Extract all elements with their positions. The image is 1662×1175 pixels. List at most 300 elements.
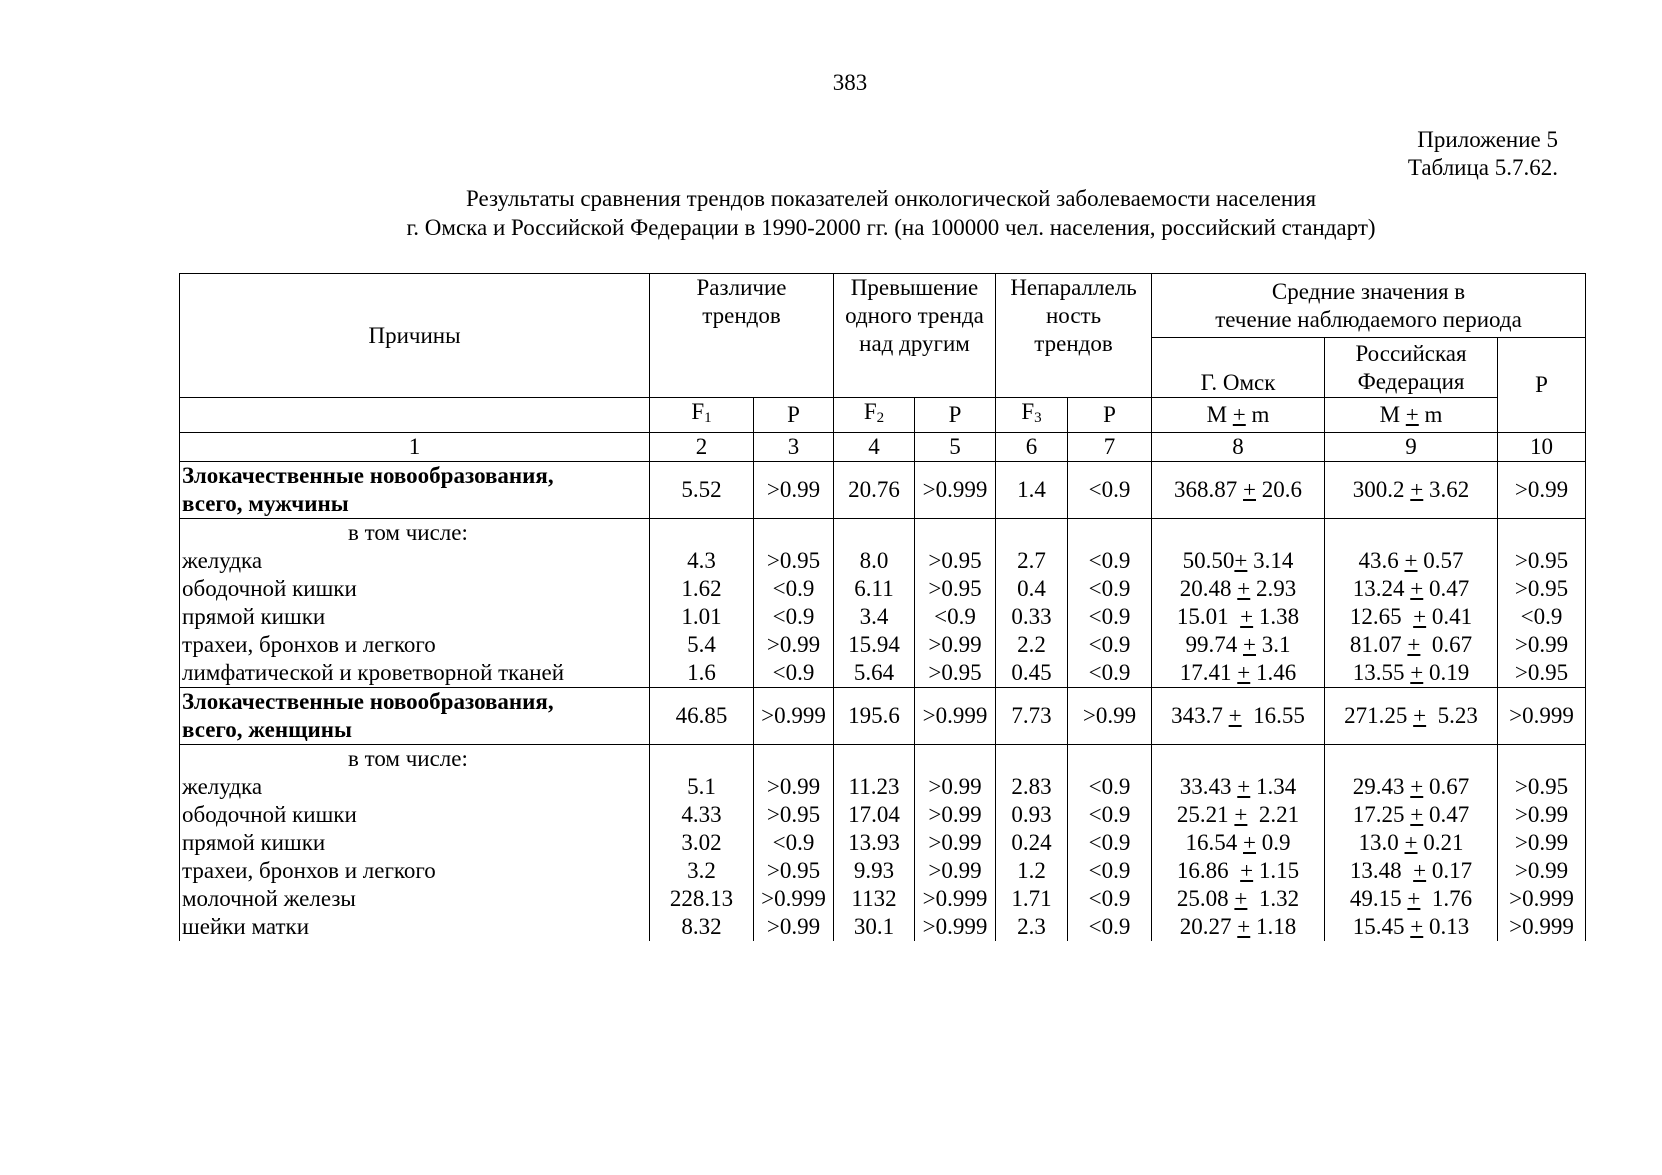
cause-label: ободочной кишки xyxy=(180,575,650,603)
header-f3-sub: 3 xyxy=(1034,410,1042,426)
p2-value: <0.9 xyxy=(915,603,996,631)
rf-error: 0.57 xyxy=(1417,548,1464,573)
p3-value: <0.9 xyxy=(1068,659,1152,688)
col-number-9: 9 xyxy=(1325,433,1498,462)
header-means xyxy=(1152,274,1586,338)
plus-minus: + xyxy=(1234,548,1248,573)
p1-value: >0.99 xyxy=(754,631,834,659)
f3-value: 2.7 xyxy=(996,547,1068,575)
p2-value: >0.99 xyxy=(915,631,996,659)
empty-cell xyxy=(834,519,915,548)
p3-value: <0.9 xyxy=(1068,773,1152,801)
table-row xyxy=(180,547,1586,575)
f1-value: 4.3 xyxy=(650,547,754,575)
empty-cell xyxy=(1068,519,1152,548)
header-p2: Р xyxy=(915,398,996,433)
empty-cell xyxy=(915,519,996,548)
header-excess xyxy=(834,274,996,398)
p-compare-value: >0.99 xyxy=(1498,829,1586,857)
f2-value: 1132 xyxy=(834,885,915,913)
f3-value: 0.33 xyxy=(996,603,1068,631)
f3-value: 0.24 xyxy=(996,829,1068,857)
rf-mean-cell xyxy=(1325,801,1498,829)
f2-value: 8.0 xyxy=(834,547,915,575)
header-f2-sub: 2 xyxy=(876,410,885,426)
plus-minus: + xyxy=(1243,477,1256,502)
f3-value: 7.73 xyxy=(996,688,1068,745)
table-row xyxy=(180,631,1586,659)
p-compare-value: >0.95 xyxy=(1498,547,1586,575)
p3-value: <0.9 xyxy=(1068,801,1152,829)
omsk-error: 16.55 xyxy=(1241,703,1305,728)
rf-mean: 49.15 xyxy=(1349,886,1408,911)
rf-mean-cell xyxy=(1325,829,1498,857)
plus-minus: + xyxy=(1243,632,1256,657)
p1-value: >0.99 xyxy=(754,913,834,941)
omsk-mean-cell xyxy=(1152,913,1325,941)
empty-cell xyxy=(1068,745,1152,774)
rf-error: 3.62 xyxy=(1423,477,1470,502)
rf-mean: 300.2 xyxy=(1352,477,1411,502)
header-rf-line-2: Федерация xyxy=(1357,368,1465,394)
cause-label: желудка xyxy=(180,547,650,575)
header-russian-federation xyxy=(1325,338,1498,398)
col-number-10: 10 xyxy=(1498,433,1586,462)
rf-mean-cell xyxy=(1325,885,1498,913)
header-means-line-2: течение наблюдаемого периода xyxy=(1215,306,1522,332)
plus-minus: + xyxy=(1413,703,1427,728)
header-p1: Р xyxy=(754,398,834,433)
omsk-mean: 15.01 xyxy=(1176,604,1241,629)
rf-error: 0.21 xyxy=(1417,830,1464,855)
empty-cell xyxy=(834,745,915,774)
table-row xyxy=(180,575,1586,603)
header-trend-difference xyxy=(650,274,834,398)
plus-minus: + xyxy=(1243,830,1256,855)
rf-mean-cell xyxy=(1325,462,1498,519)
rf-error: 0.19 xyxy=(1423,660,1470,685)
p1-value: >0.95 xyxy=(754,857,834,885)
f1-value: 5.1 xyxy=(650,773,754,801)
p3-value: <0.9 xyxy=(1068,913,1152,941)
cause-label: шейки матки xyxy=(180,913,650,941)
f2-value: 20.76 xyxy=(834,462,915,519)
table-title xyxy=(180,184,1602,242)
col-number-5: 5 xyxy=(915,433,996,462)
total-label-line-1: Злокачественные новообразования, xyxy=(182,689,554,714)
plus-minus: + xyxy=(1404,830,1418,855)
f1-value: 228.13 xyxy=(650,885,754,913)
plus-minus: + xyxy=(1410,802,1424,827)
header-causes-empty xyxy=(180,398,650,433)
p1-value: <0.9 xyxy=(754,603,834,631)
empty-cell xyxy=(1498,519,1586,548)
header-trend-difference-line-1: Различие xyxy=(696,275,787,300)
header-excess-line-2: одного тренда xyxy=(845,303,984,328)
p3-value: <0.9 xyxy=(1068,462,1152,519)
header-rf-mm xyxy=(1325,398,1498,433)
p3-value: >0.99 xyxy=(1068,688,1152,745)
f1-value: 1.6 xyxy=(650,659,754,688)
header-excess-line-1: Превышение xyxy=(850,275,979,300)
p-compare-value: >0.95 xyxy=(1498,659,1586,688)
table-row xyxy=(180,773,1586,801)
f3-value: 1.2 xyxy=(996,857,1068,885)
omsk-mean: 99.74 xyxy=(1185,632,1244,657)
omsk-mean-cell xyxy=(1152,829,1325,857)
omsk-mean-cell xyxy=(1152,857,1325,885)
omsk-mean-cell xyxy=(1152,688,1325,745)
rf-mean-cell xyxy=(1325,547,1498,575)
col-number-2: 2 xyxy=(650,433,754,462)
f3-value: 0.45 xyxy=(996,659,1068,688)
omsk-mean: 343.7 xyxy=(1171,703,1229,728)
p2-value: >0.95 xyxy=(915,547,996,575)
omsk-mean: 25.08 xyxy=(1176,886,1235,911)
rf-mean: 12.65 xyxy=(1349,604,1414,629)
plus-minus: + xyxy=(1404,548,1418,573)
p-compare-value: >0.999 xyxy=(1498,885,1586,913)
header-nonparallelism-line-1: Непараллель xyxy=(1010,275,1137,300)
omsk-error: 1.34 xyxy=(1250,774,1297,799)
p2-value: >0.99 xyxy=(915,801,996,829)
rf-error: 0.17 xyxy=(1426,858,1473,883)
including-row xyxy=(180,519,1586,548)
empty-cell xyxy=(915,745,996,774)
omsk-mean: 16.54 xyxy=(1185,830,1244,855)
plus-minus: + xyxy=(1410,774,1424,799)
header-rf-line-1: Российская xyxy=(1355,340,1467,366)
header-means-line-1: Средние значения в xyxy=(1271,278,1466,304)
plus-minus: + xyxy=(1234,886,1248,911)
omsk-mean: 17.41 xyxy=(1179,660,1238,685)
total-row xyxy=(180,688,1586,745)
empty-cell xyxy=(996,745,1068,774)
plus-minus: + xyxy=(1237,576,1251,601)
cause-label: прямой кишки xyxy=(180,829,650,857)
rf-mean-cell xyxy=(1325,603,1498,631)
p-compare-value: >0.999 xyxy=(1498,688,1586,745)
rf-mean: 81.07 xyxy=(1349,632,1408,657)
total-row xyxy=(180,462,1586,519)
total-label-line-2: всего, женщины xyxy=(182,717,352,742)
f2-value: 30.1 xyxy=(834,913,915,941)
omsk-error: 1.38 xyxy=(1253,604,1300,629)
rf-error: 0.41 xyxy=(1426,604,1473,629)
col-number-7: 7 xyxy=(1068,433,1152,462)
header-excess-line-3: над другим xyxy=(859,331,970,356)
plus-minus: + xyxy=(1407,886,1421,911)
p3-value: <0.9 xyxy=(1068,603,1152,631)
including-label: в том числе: xyxy=(180,519,650,548)
f1-value: 5.52 xyxy=(650,462,754,519)
empty-cell xyxy=(650,745,754,774)
p-compare-value: >0.99 xyxy=(1498,857,1586,885)
header-omsk: Г. Омск xyxy=(1152,338,1325,398)
omsk-error: 2.21 xyxy=(1247,802,1300,827)
plus-minus: + xyxy=(1410,576,1424,601)
plus-minus: + xyxy=(1237,914,1251,939)
header-f1-sub: 1 xyxy=(704,410,712,426)
plus-minus: + xyxy=(1407,632,1421,657)
rf-mean: 17.25 xyxy=(1352,802,1411,827)
plus-minus: + xyxy=(1237,774,1251,799)
rf-error: 0.67 xyxy=(1423,774,1470,799)
rf-error: 5.23 xyxy=(1426,703,1478,728)
f2-value: 13.93 xyxy=(834,829,915,857)
header-omsk-mm xyxy=(1152,398,1325,433)
p2-value: >0.999 xyxy=(915,913,996,941)
p-compare-value: >0.99 xyxy=(1498,631,1586,659)
mm-m2: m xyxy=(1418,402,1443,427)
rf-error: 0.47 xyxy=(1423,802,1470,827)
p2-value: >0.999 xyxy=(915,462,996,519)
p-compare-value: >0.99 xyxy=(1498,462,1586,519)
cause-label: лимфатической и кроветворной тканей xyxy=(180,659,650,688)
f1-value: 5.4 xyxy=(650,631,754,659)
plus-minus: + xyxy=(1410,477,1424,502)
omsk-error: 2.93 xyxy=(1250,576,1297,601)
plus-minus: + xyxy=(1413,858,1427,883)
omsk-error: 1.18 xyxy=(1250,914,1297,939)
p1-value: >0.99 xyxy=(754,462,834,519)
rf-error: 0.67 xyxy=(1420,632,1473,657)
header-f2 xyxy=(834,398,915,433)
f1-value: 4.33 xyxy=(650,801,754,829)
omsk-mean-cell xyxy=(1152,885,1325,913)
table-number: Таблица 5.7.62. xyxy=(1407,155,1558,180)
rf-mean: 13.48 xyxy=(1349,858,1414,883)
omsk-error: 20.6 xyxy=(1256,477,1302,502)
f1-value: 8.32 xyxy=(650,913,754,941)
omsk-error: 3.1 xyxy=(1256,632,1291,657)
header-nonparallelism xyxy=(996,274,1152,398)
f2-value: 15.94 xyxy=(834,631,915,659)
p2-value: >0.99 xyxy=(915,773,996,801)
omsk-mean-cell xyxy=(1152,547,1325,575)
omsk-mean-cell xyxy=(1152,773,1325,801)
rf-mean-cell xyxy=(1325,688,1498,745)
total-label xyxy=(180,462,650,519)
table-row xyxy=(180,885,1586,913)
f3-value: 2.3 xyxy=(996,913,1068,941)
header-f3-letter: F xyxy=(1021,399,1035,424)
f3-value: 2.2 xyxy=(996,631,1068,659)
p2-value: >0.999 xyxy=(915,688,996,745)
f1-value: 3.02 xyxy=(650,829,754,857)
p-compare-value: >0.999 xyxy=(1498,913,1586,941)
mm-pm: + xyxy=(1405,402,1419,427)
p2-value: >0.99 xyxy=(915,857,996,885)
total-label-line-2: всего, мужчины xyxy=(182,491,349,516)
omsk-mean: 20.48 xyxy=(1179,576,1238,601)
empty-cell xyxy=(754,519,834,548)
table-row xyxy=(180,659,1586,688)
p-compare-value: >0.95 xyxy=(1498,773,1586,801)
rf-mean: 13.24 xyxy=(1352,576,1411,601)
f2-value: 6.11 xyxy=(834,575,915,603)
rf-mean-cell xyxy=(1325,659,1498,688)
f3-value: 0.93 xyxy=(996,801,1068,829)
omsk-error: 1.15 xyxy=(1253,858,1300,883)
total-label-line-1: Злокачественные новообразования, xyxy=(182,463,554,488)
table-row xyxy=(180,913,1586,941)
p-compare-value: >0.95 xyxy=(1498,575,1586,603)
col-number-4: 4 xyxy=(834,433,915,462)
p3-value: <0.9 xyxy=(1068,885,1152,913)
empty-cell xyxy=(1152,745,1325,774)
page-number: 383 xyxy=(832,70,868,95)
cause-label: трахеи, бронхов и легкого xyxy=(180,631,650,659)
omsk-error: 1.32 xyxy=(1247,886,1300,911)
table-title-line-1: Результаты сравнения трендов показателей онкологической заболеваемости населения xyxy=(465,186,1317,211)
header-p3: Р xyxy=(1068,398,1152,433)
f3-value: 0.4 xyxy=(996,575,1068,603)
cause-label: ободочной кишки xyxy=(180,801,650,829)
header-trend-difference-line-2: трендов xyxy=(702,303,781,328)
f2-value: 3.4 xyxy=(834,603,915,631)
f1-value: 46.85 xyxy=(650,688,754,745)
header-f2-letter: F xyxy=(863,399,877,424)
p-compare-value: >0.99 xyxy=(1498,801,1586,829)
col-number-3: 3 xyxy=(754,433,834,462)
p1-value: >0.95 xyxy=(754,801,834,829)
col-number-1: 1 xyxy=(180,433,650,462)
omsk-mean: 368.87 xyxy=(1174,477,1244,502)
p1-value: <0.9 xyxy=(754,659,834,688)
header-p-compare: Р xyxy=(1498,338,1586,433)
including-label: в том числе: xyxy=(180,745,650,774)
p3-value: <0.9 xyxy=(1068,857,1152,885)
omsk-mean: 50.50 xyxy=(1182,548,1235,573)
p2-value: >0.95 xyxy=(915,575,996,603)
rf-mean: 29.43 xyxy=(1352,774,1411,799)
p2-value: >0.99 xyxy=(915,829,996,857)
plus-minus: + xyxy=(1413,604,1427,629)
empty-cell xyxy=(754,745,834,774)
p3-value: <0.9 xyxy=(1068,829,1152,857)
plus-minus: + xyxy=(1228,703,1242,728)
including-row xyxy=(180,745,1586,774)
empty-cell xyxy=(650,519,754,548)
empty-cell xyxy=(996,519,1068,548)
p3-value: <0.9 xyxy=(1068,631,1152,659)
header-f1 xyxy=(650,398,754,433)
results-table xyxy=(179,273,1586,941)
omsk-mean-cell xyxy=(1152,659,1325,688)
header-nonparallelism-line-3: трендов xyxy=(1034,331,1113,356)
table-row xyxy=(180,829,1586,857)
f2-value: 195.6 xyxy=(834,688,915,745)
rf-error: 1.76 xyxy=(1420,886,1473,911)
omsk-error: 0.9 xyxy=(1256,830,1291,855)
omsk-mean-cell xyxy=(1152,631,1325,659)
omsk-error: 3.14 xyxy=(1247,548,1294,573)
omsk-mean: 25.21 xyxy=(1176,802,1235,827)
f3-value: 2.83 xyxy=(996,773,1068,801)
p2-value: >0.999 xyxy=(915,885,996,913)
p1-value: >0.999 xyxy=(754,885,834,913)
appendix-number: Приложение 5 xyxy=(1417,127,1558,152)
omsk-error: 1.46 xyxy=(1250,660,1297,685)
p2-value: >0.95 xyxy=(915,659,996,688)
rf-mean: 13.0 xyxy=(1358,830,1405,855)
table-row xyxy=(180,801,1586,829)
rf-error: 0.47 xyxy=(1423,576,1470,601)
plus-minus: + xyxy=(1410,914,1424,939)
plus-minus: + xyxy=(1410,660,1424,685)
rf-mean: 43.6 xyxy=(1358,548,1405,573)
table-row xyxy=(180,603,1586,631)
p3-value: <0.9 xyxy=(1068,575,1152,603)
table-title-line-2: г. Омска и Российской Федерации в 1990-2000 гг. (на 100000 чел. населения, российский стандарт) xyxy=(406,215,1376,240)
f2-value: 11.23 xyxy=(834,773,915,801)
total-label xyxy=(180,688,650,745)
mm-m2: m xyxy=(1245,402,1270,427)
table-row xyxy=(180,857,1586,885)
f1-value: 3.2 xyxy=(650,857,754,885)
omsk-mean: 20.27 xyxy=(1179,914,1238,939)
f2-value: 17.04 xyxy=(834,801,915,829)
col-number-8: 8 xyxy=(1152,433,1325,462)
omsk-mean-cell xyxy=(1152,575,1325,603)
omsk-mean-cell xyxy=(1152,801,1325,829)
rf-mean-cell xyxy=(1325,857,1498,885)
p1-value: >0.999 xyxy=(754,688,834,745)
empty-cell xyxy=(1325,519,1498,548)
p1-value: <0.9 xyxy=(754,575,834,603)
p1-value: >0.95 xyxy=(754,547,834,575)
header-causes: Причины xyxy=(180,274,650,398)
rf-error: 0.13 xyxy=(1423,914,1470,939)
rf-mean: 15.45 xyxy=(1352,914,1411,939)
p-compare-value: <0.9 xyxy=(1498,603,1586,631)
p3-value: <0.9 xyxy=(1068,547,1152,575)
rf-mean-cell xyxy=(1325,631,1498,659)
omsk-mean-cell xyxy=(1152,603,1325,631)
empty-cell xyxy=(1325,745,1498,774)
rf-mean-cell xyxy=(1325,773,1498,801)
f2-value: 5.64 xyxy=(834,659,915,688)
header-f1-letter: F xyxy=(691,399,705,424)
p1-value: <0.9 xyxy=(754,829,834,857)
appendix-label xyxy=(1408,126,1558,182)
mm-m: М xyxy=(1379,402,1406,427)
plus-minus: + xyxy=(1240,604,1254,629)
omsk-mean: 33.43 xyxy=(1179,774,1238,799)
mm-pm: + xyxy=(1232,402,1246,427)
cause-label: желудка xyxy=(180,773,650,801)
header-nonparallelism-line-2: ность xyxy=(1045,303,1102,328)
rf-mean-cell xyxy=(1325,913,1498,941)
omsk-mean: 16.86 xyxy=(1176,858,1241,883)
rf-mean: 271.25 xyxy=(1344,703,1414,728)
f1-value: 1.62 xyxy=(650,575,754,603)
f3-value: 1.71 xyxy=(996,885,1068,913)
plus-minus: + xyxy=(1237,660,1251,685)
omsk-mean-cell xyxy=(1152,462,1325,519)
rf-mean: 13.55 xyxy=(1352,660,1411,685)
f1-value: 1.01 xyxy=(650,603,754,631)
p1-value: >0.99 xyxy=(754,773,834,801)
rf-mean-cell xyxy=(1325,575,1498,603)
plus-minus: + xyxy=(1234,802,1248,827)
empty-cell xyxy=(1498,745,1586,774)
f2-value: 9.93 xyxy=(834,857,915,885)
col-number-6: 6 xyxy=(996,433,1068,462)
mm-m: М xyxy=(1206,402,1233,427)
f3-value: 1.4 xyxy=(996,462,1068,519)
